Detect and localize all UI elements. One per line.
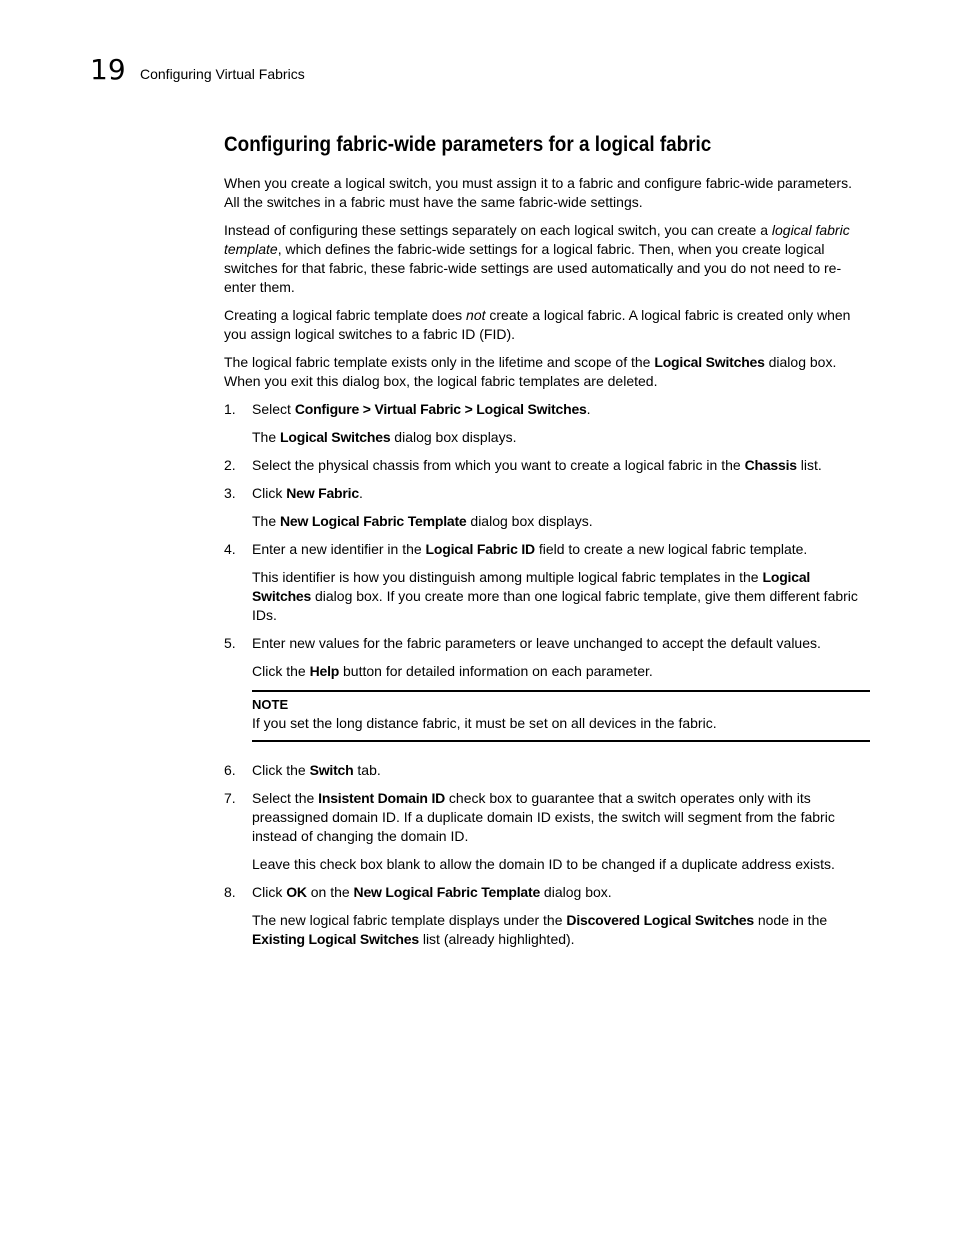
procedure-steps <box>224 400 870 949</box>
note-text: If you set the long distance fabric, it must be set on all devices in the fabric. <box>252 715 717 731</box>
step-1-result: The Logical Switches dialog box displays. <box>252 429 517 445</box>
intro-paragraph-4: The logical fabric template exists only in the lifetime and scope of the Logical Switches dialog box. When you exit this dialog box, the logical fabric templates are deleted. <box>224 354 837 389</box>
ui-ref-logical-switches: Logical Switches <box>654 354 765 370</box>
step-2: 2. Select the physical chassis from which you want to create a logical fabric in the Chassis list. <box>224 457 822 473</box>
step-4: 4. Enter a new identifier in the Logical Fabric ID field to create a new logical fabric template. <box>224 541 808 557</box>
chapter-title: Configuring Virtual Fabrics <box>140 66 305 82</box>
step-3-result: The New Logical Fabric Template dialog box displays. <box>252 513 593 529</box>
note-box <box>252 690 870 742</box>
step-4-detail: This identifier is how you distinguish among multiple logical fabric templates in the Logical Switches dialog box. If you create more than one logical fabric template, give them different fabric IDs. <box>252 569 858 623</box>
intro-paragraph-2: Instead of configuring these settings separately on each logical switch, you can create a logical fabric template, which defines the fabric-wide settings for a logical fabric. Then, when you create logical switches for that fabric, these fabric-wide settings are used automatically and you do not need to re-enter them. <box>224 222 850 295</box>
step-8: 8. Click OK on the New Logical Fabric Template dialog box. <box>224 884 612 900</box>
emphasis-not: not <box>466 307 486 323</box>
step-1: 1. Select Configure > Virtual Fabric > Logical Switches. <box>224 401 591 417</box>
step-5: 5. Enter new values for the fabric parameters or leave unchanged to accept the default values. <box>224 635 821 651</box>
step-7: 7. Select the Insistent Domain ID check box to guarantee that a switch operates only with its preassigned domain ID. If a duplicate domain ID exists, the switch will segment from the fabric instead of changing the domain ID. <box>224 790 835 844</box>
step-5-detail: Click the Help button for detailed information on each parameter. <box>252 663 653 679</box>
page-content <box>224 130 870 958</box>
step-6: 6. Click the Switch tab. <box>224 762 381 778</box>
term-logical-fabric-template: logical fabric template <box>224 222 850 257</box>
intro-paragraph-3: Creating a logical fabric template does not create a logical fabric. A logical fabric is created only when you assign logical switches to a fabric ID (FID). <box>224 307 851 342</box>
step-8-result: The new logical fabric template displays under the Discovered Logical Switches node in the Existing Logical Switches list (already highlighted). <box>252 912 828 947</box>
chapter-number: 19 <box>90 53 126 86</box>
step-3: 3. Click New Fabric. <box>224 485 363 501</box>
note-label: NOTE <box>252 697 289 712</box>
section-title: Configuring fabric-wide parameters for a logical fabric <box>224 133 712 156</box>
menu-path: Configure > Virtual Fabric > Logical Switches <box>294 401 587 417</box>
step-7-detail: Leave this check box blank to allow the domain ID to be changed if a duplicate address exists. <box>252 856 835 872</box>
intro-paragraph-1: When you create a logical switch, you must assign it to a fabric and configure fabric-wide parameters. All the switches in a fabric must have the same fabric-wide settings. <box>224 175 852 210</box>
